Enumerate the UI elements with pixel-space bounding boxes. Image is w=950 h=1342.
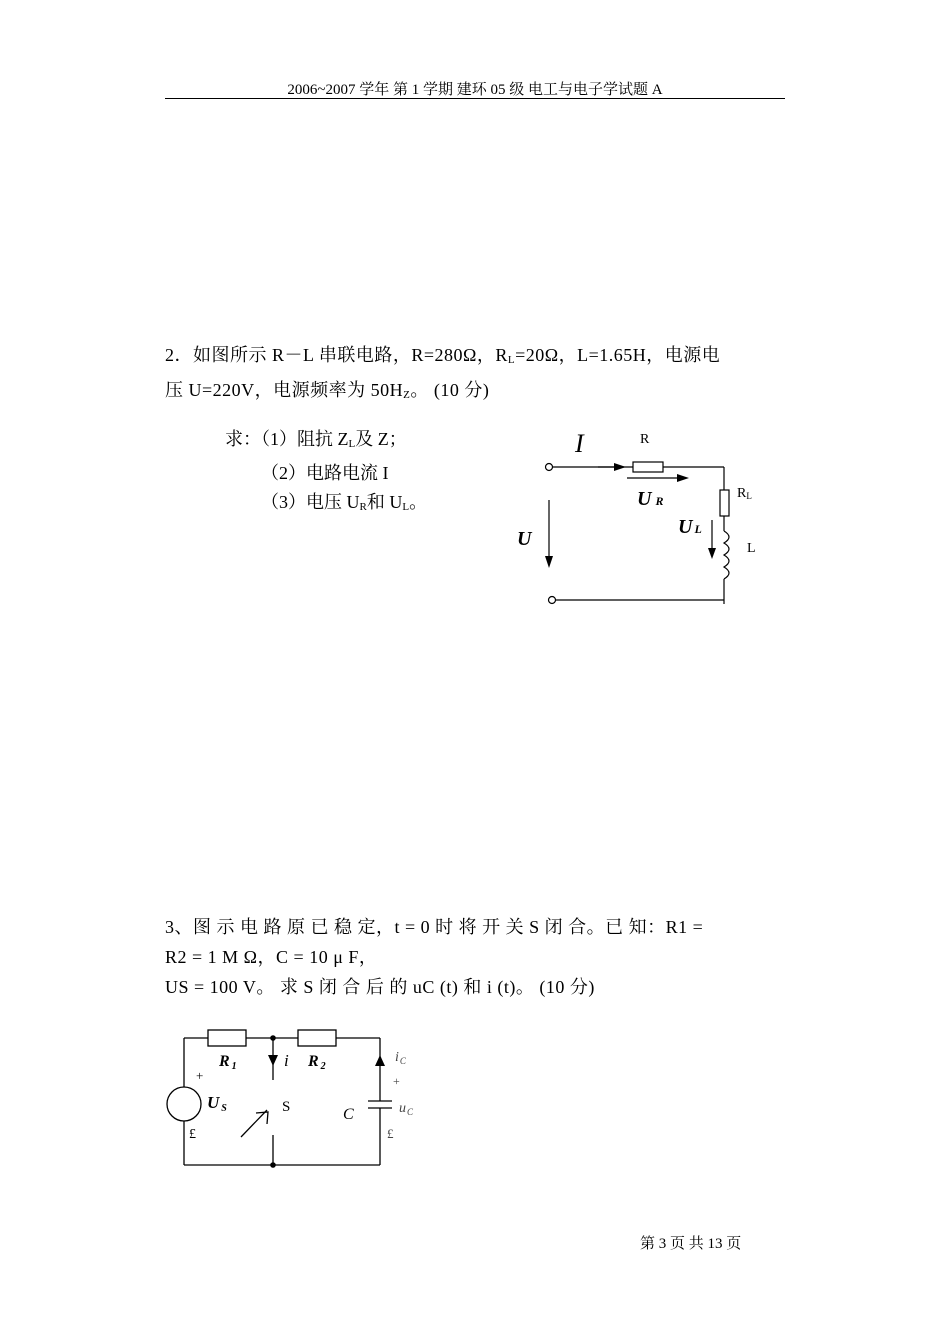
node-top (270, 1035, 276, 1041)
label-r2: R 2 (308, 1053, 326, 1072)
label-uc-minus: £ (387, 1126, 394, 1141)
q2-req-1: 求：（1）阻抗 ZL及 Z； (225, 429, 407, 450)
q3-line-1: 3、图 示 电 路 原 已 稳 定，t = 0 时 将 开 关 S 闭 合。已 知：R1 = (165, 917, 704, 937)
page-header: 2006~2007 学年 第 1 学期 建环 05 级 电工与电子学试题 A (287, 82, 663, 98)
label-us-plus: + (196, 1068, 204, 1083)
label-us-minus: £ (189, 1127, 196, 1142)
label-rl: RL (737, 486, 752, 501)
label-uc-plus: + (393, 1074, 400, 1088)
label-r1: R 1 (219, 1053, 237, 1072)
q3-line-2: R2 = 1 M Ω，C = 10 μ F， (165, 947, 378, 967)
label-c: C (343, 1106, 354, 1123)
q2-line-1: 2．如图所示 R－L 串联电路，R=280Ω，RL=20Ω，L=1.65H，电源电 (165, 345, 721, 366)
q2-line-2: 压 U=220V，电源频率为 50HZ。 (10 分) (165, 380, 490, 401)
resistor-r1 (208, 1030, 246, 1046)
label-current: I (575, 429, 584, 458)
switch-blade (241, 1110, 267, 1137)
label-l: L (747, 541, 756, 556)
switch-arrow-icon (256, 1112, 268, 1124)
label-s: S (282, 1099, 291, 1115)
node-bottom (270, 1162, 276, 1168)
label-r: R (640, 432, 650, 447)
q3-line-3: US = 100 V。 求 S 闭 合 后 的 uC (t) 和 i (t)。 (10 分) (165, 977, 595, 997)
resistor-r2 (298, 1030, 336, 1046)
label-ic: $i_C$ (395, 1050, 406, 1066)
q2-req-2: （2）电路电流 I (261, 463, 389, 483)
label-i: i (284, 1051, 289, 1070)
label-u: U (517, 528, 532, 550)
label-ur: U R (637, 488, 664, 510)
current-i-arrow-icon (268, 1055, 278, 1066)
label-us: U S (207, 1093, 227, 1114)
voltage-source-us (167, 1087, 201, 1121)
label-ul: U L (678, 516, 702, 538)
current-ic-arrow-icon (375, 1055, 385, 1066)
page-footer: 第 3 页 共 13 页 (640, 1236, 742, 1252)
label-uc: $u_C$ (399, 1101, 414, 1117)
q2-req-3: （3）电压 UR和 UL。 (261, 492, 428, 513)
